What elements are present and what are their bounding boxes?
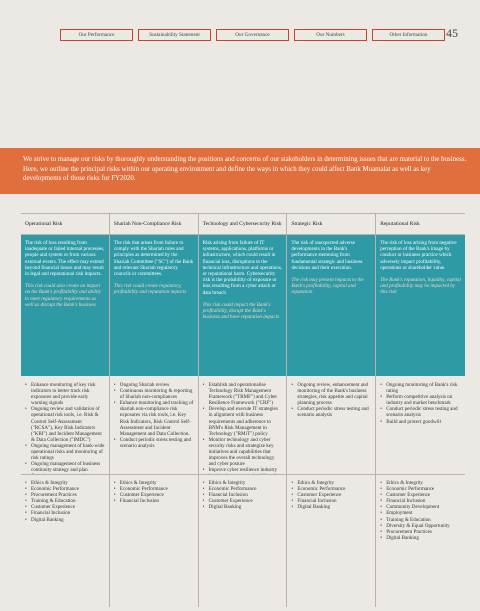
list-item: • Digital Banking	[291, 504, 371, 510]
risk-description: The risk of loss arising from negative perception of the Bank's image by conduct or business practice which adversely impact profitability, operations or shareholder value.	[380, 240, 457, 271]
list-item: • Ongoing monitoring of Bank's risk rating	[380, 382, 461, 394]
intro-banner	[0, 148, 480, 194]
risk-description: The risk of loss resulting from inadequate or failed internal processes, people and system or from various external events. The effect may extend beyond financial losses and may result in legal and reputational risk impacts.	[25, 240, 105, 278]
strategy-list	[291, 480, 371, 510]
risk-description-cell	[110, 235, 199, 376]
risk-header-shariah: Shariah Non-Compliance Risk	[110, 213, 199, 235]
list-item: • Conduct periodic stress testing and scenario analysis	[291, 406, 371, 418]
mitigation-cell	[110, 376, 199, 475]
list-item: • Continuous monitoring & reporting of Shariah non-compliances	[114, 388, 194, 400]
strategy-cell	[287, 475, 376, 607]
strategy-list	[380, 480, 461, 541]
strategy-list	[25, 480, 105, 523]
mitigation-cell	[21, 376, 110, 475]
risk-impact: The risk may present impacts to the Bank's profitability, capital and reputation	[291, 277, 364, 296]
list-item: • Enhance monitoring and tracking of shariah non-compliance risk exposures via risk tools, i.e. Key Risk Indicators, Risk Control Self-Assessment and Incident Management and Data Collection.	[114, 400, 194, 437]
list-item: • Conduct periodic stress testing and scenario analysis	[114, 437, 194, 449]
list-item: • Enhance monitoring of key risk indicators to better track risk exposures and provide early warning signals	[25, 382, 105, 406]
risk-description-cell	[376, 235, 465, 376]
risk-description-cell	[199, 235, 288, 376]
strategy-cell	[376, 475, 465, 607]
list-item: • Develop and execute IT strategies in alignment with business requirements and adherence to BNM's Risk Management in Technology ("RMiT") policy	[203, 406, 283, 436]
intro-text: We strive to manage our risks by thoroughly understanding the positions and concerns of our stakeholders in determining issues that are material to the business. Here, we outline the principal risks within our operating environment and define the ways in which they could affect Bank Muamalat as well as key developments of those risks for FY2020.	[23, 156, 467, 183]
list-item: • Digital Banking	[203, 504, 283, 510]
list-item: • Customer Experience	[291, 492, 371, 498]
page-number: 45	[446, 26, 458, 40]
risk-impact: This risk could create regulatory, profitability and reputation impacts	[113, 283, 187, 296]
list-item: • Procurement Practices	[380, 529, 461, 535]
list-item: • Build and protect goodwill	[380, 419, 461, 425]
list-item: • Establish and operationalise Technology Risk Management Framework ("TRMF") and Cyber Resilience Framework ("CRF")	[203, 382, 283, 406]
list-item: • Financial Inclusion	[25, 510, 105, 516]
mitigation-list	[291, 382, 371, 419]
list-item: • Ethics & Integrity	[380, 480, 461, 486]
risk-description: The risk of unexpected adverse developments in the Bank's performance stemming from fundamental strategic and business decisions and their execution.	[291, 240, 363, 271]
strategy-list	[203, 480, 283, 510]
nav-tab-our-governance[interactable]: Our Governance	[216, 29, 289, 41]
list-item: • Ethics & Integrity	[291, 480, 371, 486]
list-item: • Economic Performance	[203, 486, 283, 492]
risk-header-reputational: Reputational Risk	[376, 213, 465, 235]
risk-header-strategic: Strategic Risk	[287, 213, 376, 235]
list-item: • Economic Performance	[114, 486, 194, 492]
list-item: • Financial Inclusion	[114, 498, 194, 504]
nav-tab-our-performance[interactable]: Our Performance	[60, 29, 133, 41]
risk-description: The risk that arises from failure to comply with the Shariah rules and principles as determined by the Shariah Committee ("SC") of the Bank and relevant Shariah regulatory councils or committees.	[113, 240, 194, 278]
list-item: • Employment	[380, 510, 461, 516]
risk-description-cell	[21, 235, 110, 376]
list-item: • Digital Banking	[380, 535, 461, 541]
list-item: • Diversity & Equal Opportunity	[380, 523, 461, 529]
list-item: • Ongoing review and validation of operational risk tools, i.e. Risk & Control Self-Assessment ("RCSA"), Key Risk Indicators ("KRI") and Incident Management & Data Collection ("IMDC")	[25, 406, 105, 443]
mitigation-cell	[199, 376, 288, 475]
list-item: • Community Development	[380, 504, 461, 510]
list-item: • Monitor technology and cyber security risks and strategize key initiatives and capabilities that improves the overall technology and cyber posture	[203, 437, 283, 467]
risk-impact: The Bank's reputation, liquidity, capital and profitability may be impacted by this risk	[380, 277, 461, 296]
list-item: • Ethics & Integrity	[25, 480, 105, 486]
list-item: • Digital Banking	[25, 517, 105, 523]
list-item: • Ongoing Shariah review	[114, 382, 194, 388]
mitigation-cell	[376, 376, 465, 475]
list-item: • Economic Performance	[380, 486, 461, 492]
risk-impact: This risk could also create an impact on the Bank's profitability and ability to meet regulatory requirements as well as disrupt the Bank's business	[25, 283, 102, 308]
list-item: • Improve cyber resilience industry	[203, 467, 283, 475]
risk-description: Risk arising from failure of IT systems, applications, platforms or infrastructure, which could result in financial loss, disruptions to the technical infrastructure and operations, or reputational harm. Cybersecurity risk is the probability of exposure or loss resulting from a cyber attack or data breach	[202, 240, 283, 296]
strategy-list	[114, 480, 194, 504]
mitigation-list	[380, 382, 461, 425]
list-item: • Conduct periodic stress testing and scenario analysis	[380, 406, 461, 418]
nav-tab-other-information[interactable]: Other Information	[372, 29, 445, 41]
list-item: • Ongoing management of bank-wide operational risks and monitoring of risk ratings	[25, 443, 105, 461]
list-item: • Financial Inclusion	[203, 492, 283, 498]
risk-header-technology: Technology and Cybersecurity Risk	[199, 213, 288, 235]
strategy-cell	[21, 475, 110, 607]
top-navigation	[60, 29, 445, 41]
list-item: • Training & Education	[380, 517, 461, 523]
list-item: • Economic Performance	[291, 486, 371, 492]
mitigation-list	[114, 382, 194, 449]
list-item: • Training & Education	[25, 498, 105, 504]
list-item: • Procurement Practices	[25, 492, 105, 498]
list-item: • Customer Experience	[114, 492, 194, 498]
list-item: • Perform competitive analysis on industry and market benchmark	[380, 394, 461, 406]
nav-tab-sustainability-statement[interactable]: Sustainability Statement	[138, 29, 211, 41]
list-item: • Economic Performance	[25, 486, 105, 492]
list-item: • Customer Experience	[380, 492, 461, 498]
list-item: • Ongoing management of business continuity strategy and plan	[25, 461, 105, 473]
risk-impact: This risk could impact the Bank's profitability, disrupt the Bank's business and have reputation impacts	[202, 301, 280, 321]
risk-description-cell	[287, 235, 376, 376]
list-item: • Customer Experience	[203, 498, 283, 504]
mitigation-list	[25, 382, 105, 475]
principal-risks-table	[21, 213, 465, 607]
strategy-cell	[110, 475, 199, 607]
list-item: • Financial Inclusion	[380, 498, 461, 504]
mitigation-cell	[287, 376, 376, 475]
list-item: • Financial Inclusion	[291, 498, 371, 504]
list-item: • Customer Experience	[25, 504, 105, 510]
list-item: • Ethics & Integrity	[114, 480, 194, 486]
mitigation-list	[203, 382, 283, 475]
list-item: • Ongoing review, enhancement and monitoring of the Bank's business strategies, risk appetite and capital planning process	[291, 382, 371, 406]
list-item: • Ethics & Integrity	[203, 480, 283, 486]
strategy-cell	[199, 475, 288, 607]
nav-tab-our-numbers[interactable]: Our Numbers	[294, 29, 367, 41]
risk-header-operational: Operational Risk	[21, 213, 110, 235]
